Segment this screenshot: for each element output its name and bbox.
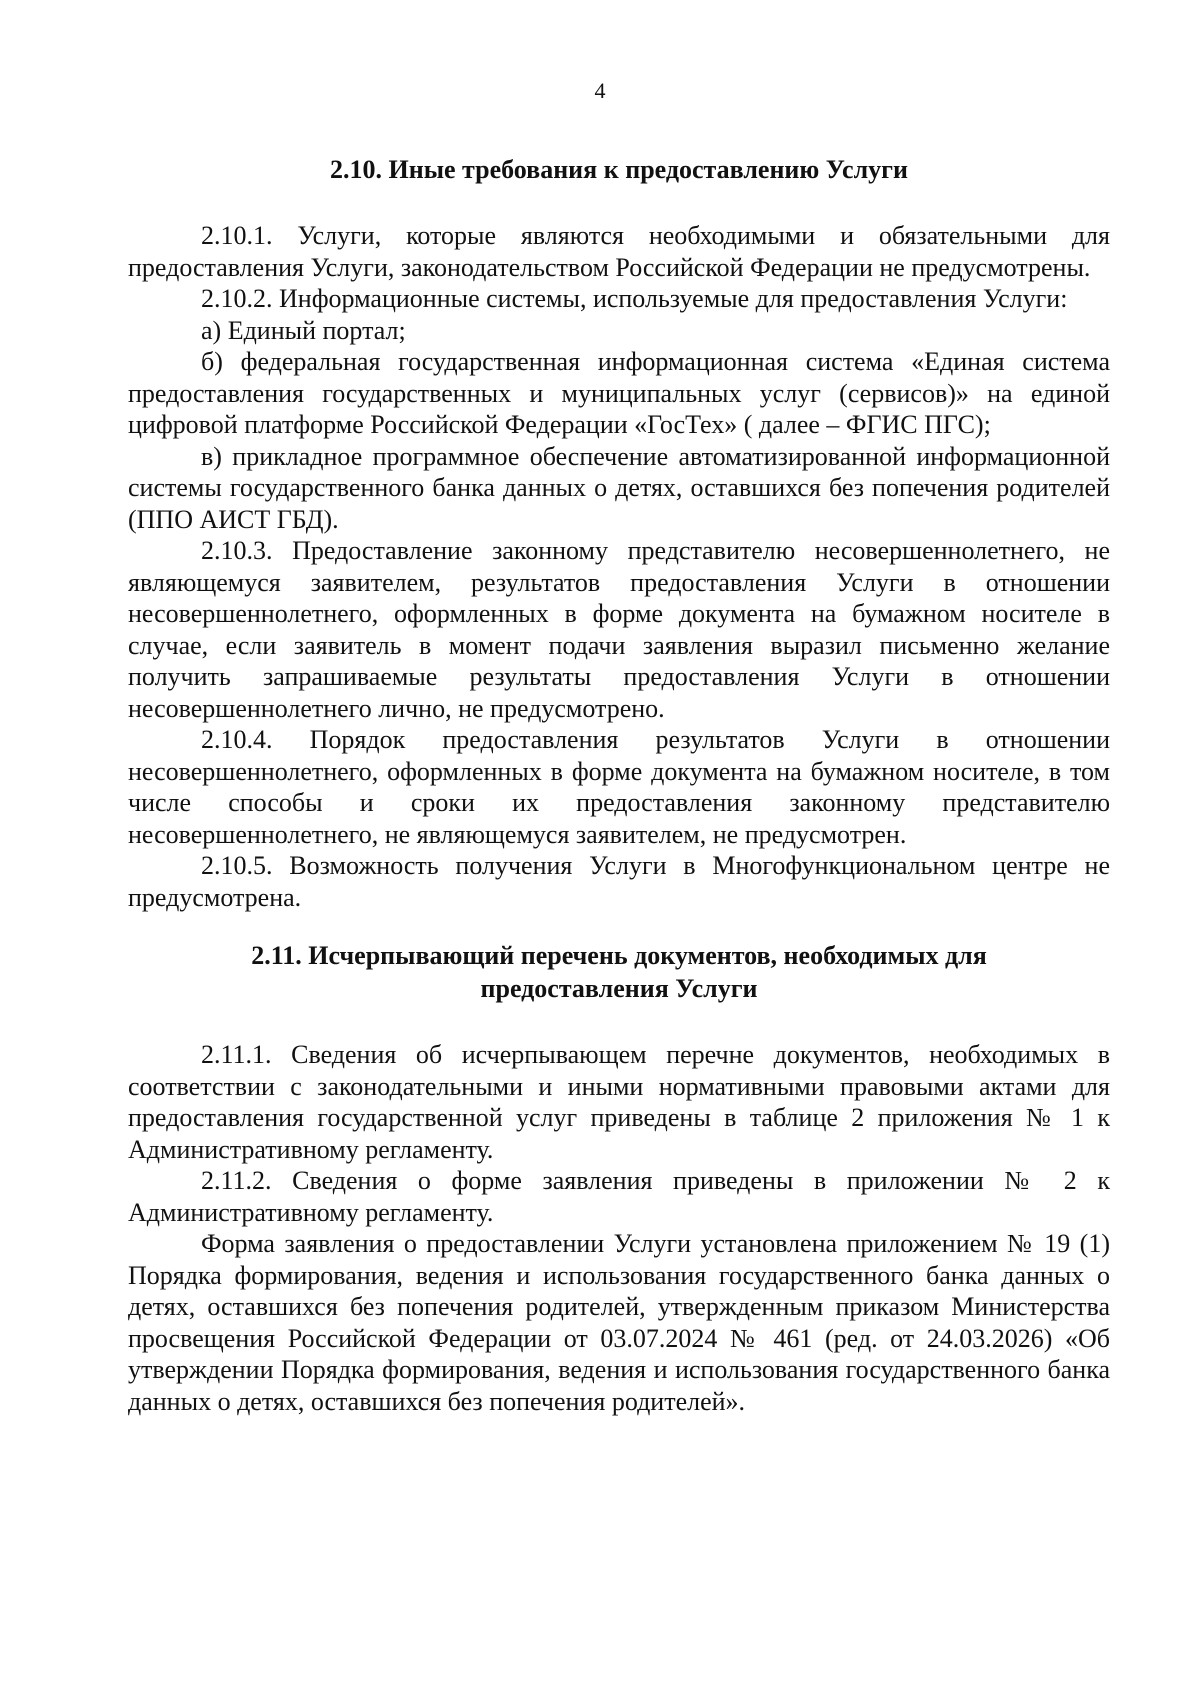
- list-item-b: б) федеральная государственная информационная система «Единая система предоставления государственных и муниципальных услуг (сервисов)» на единой цифровой платформе Российской Федерации «ГосТех» ( далее – ФГИС ПГС);: [128, 347, 1110, 439]
- paragraph-form: Форма заявления о предоставлении Услуги установлена приложением № 19 (1) Порядка формирования, ведения и использования государственного банка данных о детях, оставшихся без попечения родителей, утвержденным приказом Министерства просвещения Российской Федерации от 03.07.2024 № 461 (ред. от 24.03.2026) «Об утверждении Порядка формирования, ведения и использования государственного банка данных о детях, оставшихся без попечения родителей».: [128, 1229, 1110, 1416]
- list-item-a: а) Единый портал;: [201, 315, 406, 345]
- section-title-2-11: [128, 939, 1110, 1005]
- paragraph-2-10-5: 2.10.5. Возможность получения Услуги в Многофункциональном центре не предусмотрена.: [128, 851, 1110, 912]
- section-title-2-10: 2.10. Иные требования к предоставлению Услуги: [330, 155, 908, 184]
- paragraph-2-10-2: 2.10.2. Информационные системы, используемые для предоставления Услуги:: [201, 284, 1068, 313]
- paragraph-2-10-4: 2.10.4. Порядок предоставления результатов Услуги в отношении несовершеннолетнего, оформленных в форме документа на бумажном носителе, в том числе способы и сроки их предоставления законному представителю несовершеннолетнего, не являющемуся заявителем, не предусмотрен.: [128, 725, 1110, 849]
- page-number: 4: [594, 78, 606, 103]
- paragraph-2-11-2: 2.11.2. Сведения о форме заявления приведены в приложении № 2 к Административному регламенту.: [128, 1166, 1110, 1227]
- paragraph-2-11-1: 2.11.1. Сведения об исчерпывающем перечне документов, необходимых в соответствии с законодательными и иными нормативными правовыми актами для предоставления государственной услуг приведены в таблице 2 приложения № 1 к Административному регламенту.: [128, 1040, 1110, 1164]
- document-body: [128, 153, 1110, 1417]
- list-item-v: в) прикладное программное обеспечение автоматизированной информационной системы государственного банка данных о детях, оставшихся без попечения родителей (ППО АИСТ ГБД).: [128, 441, 1110, 534]
- paragraph-2-10-1: 2.10.1. Услуги, которые являются необходимыми и обязательными для предоставления Услуги, законодательством Российской Федерации не предусмотрены.: [128, 221, 1110, 282]
- paragraph-2-10-3: 2.10.3. Предоставление законному представителю несовершеннолетнего, не являющемуся заявителем, результатов предоставления Услуги в отношении несовершеннолетнего, оформленных в форме документа на бумажном носителе в случае, если заявитель в момент подачи заявления выразил письменно желание получить запрашиваемые результаты предоставления Услуги в отношении несовершеннолетнего лично, не предусмотрено.: [128, 536, 1110, 723]
- section-title-2-11-line1: 2.11. Исчерпывающий перечень документов, необходимых для: [251, 941, 987, 970]
- section-title-2-11-line2: предоставления Услуги: [480, 974, 758, 1003]
